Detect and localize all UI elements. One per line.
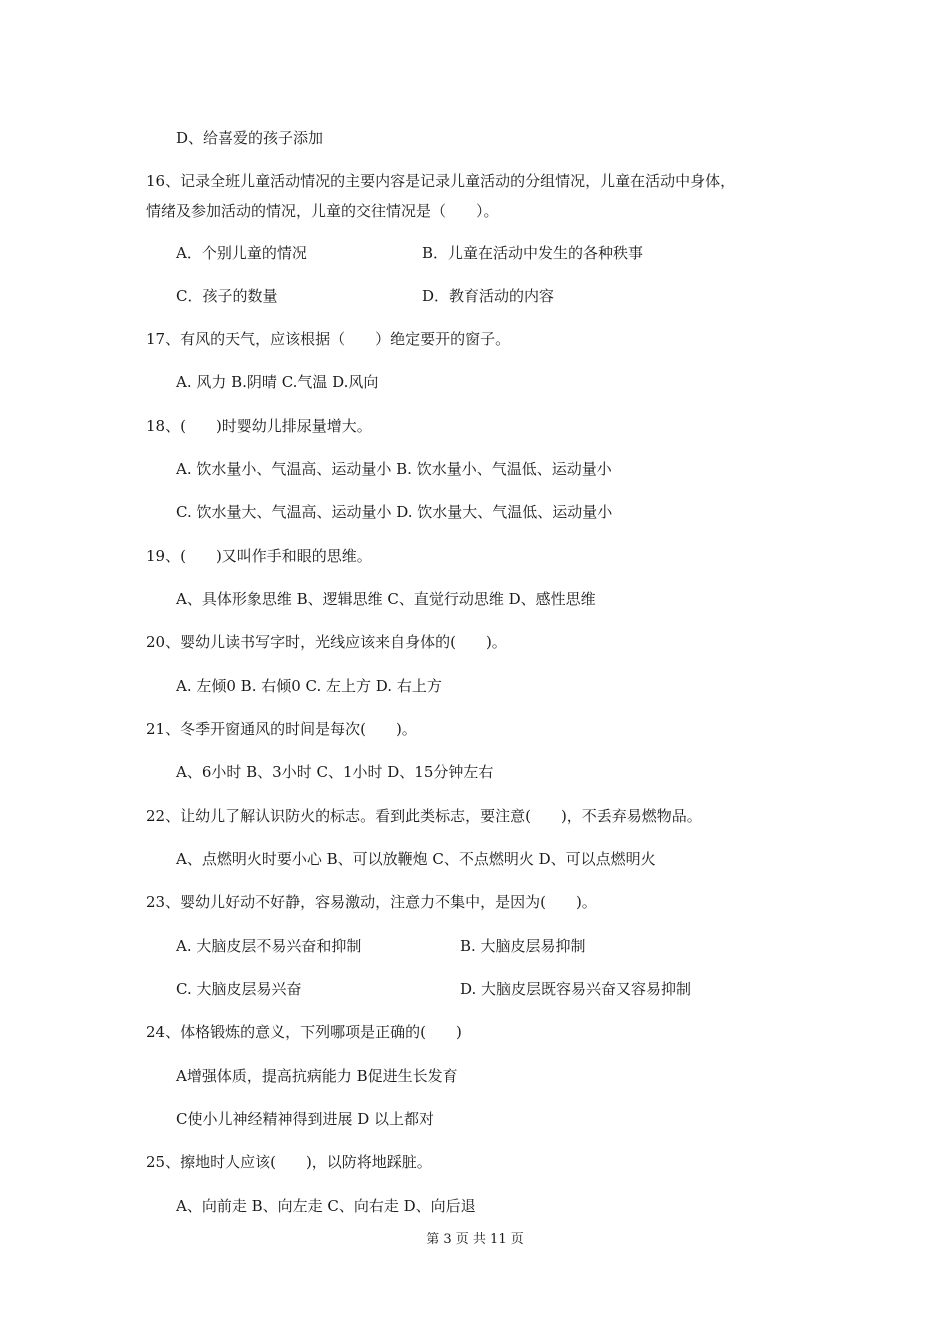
q16-option-c: C．孩子的数量 [176, 287, 278, 305]
q18-stem: 18、( )时婴幼儿排尿量增大。 [146, 417, 372, 435]
q16-option-d: D．教育活动的内容 [422, 287, 555, 305]
q22-options: A、点燃明火时要小心 B、可以放鞭炮 C、不点燃明火 D、可以点燃明火 [176, 850, 656, 868]
q15-option-d: D、给喜爱的孩子添加 [176, 129, 324, 147]
q23-option-d: D. 大脑皮层既容易兴奋又容易抑制 [460, 980, 692, 998]
q16-option-b: B．儿童在活动中发生的各种秩事 [422, 244, 644, 262]
q24-stem: 24、体格锻炼的意义，下列哪项是正确的( ) [146, 1023, 462, 1041]
q23-option-c: C. 大脑皮层易兴奋 [176, 980, 302, 998]
q23-stem: 23、婴幼儿好动不好静，容易激动，注意力不集中，是因为( )。 [146, 893, 597, 911]
q17-options: A. 风力 B.阴晴 C.气温 D.风向 [176, 373, 379, 391]
q17-stem: 17、有风的天气，应该根据（ ）绝定要开的窗子。 [146, 330, 511, 348]
q18-options-row2: C. 饮水量大、气温高、运动量小 D. 饮水量大、气温低、运动量小 [176, 503, 613, 521]
q21-stem: 21、冬季开窗通风的时间是每次( )。 [146, 720, 417, 738]
q20-options: A. 左倾0 B. 右倾0 C. 左上方 D. 右上方 [176, 677, 442, 695]
q18-options-row1: A. 饮水量小、气温高、运动量小 B. 饮水量小、气温低、运动量小 [176, 460, 612, 478]
q23-option-b: B. 大脑皮层易抑制 [460, 937, 586, 955]
q25-stem: 25、擦地时人应该( )，以防将地踩脏。 [146, 1153, 432, 1171]
q21-options: A、6小时 B、3小时 C、1小时 D、15分钟左右 [176, 763, 494, 781]
q16-stem-line2: 情绪及参加活动的情况，儿童的交往情况是（ ）。 [146, 202, 499, 220]
q20-stem: 20、婴幼儿读书写字时，光线应该来自身体的( )。 [146, 633, 507, 651]
q22-stem: 22、让幼儿了解认识防火的标志。看到此类标志，要注意( )，不丢弃易燃物品。 [146, 807, 702, 825]
q19-options: A、具体形象思维 B、逻辑思维 C、直觉行动思维 D、感性思维 [176, 590, 596, 608]
q16-stem-line1: 16、记录全班儿童活动情况的主要内容是记录儿童活动的分组情况，儿童在活动中身体， [146, 172, 736, 190]
q16-option-a: A．个别儿童的情况 [176, 244, 307, 262]
q25-options: A、向前走 B、向左走 C、向右走 D、向后退 [176, 1197, 476, 1215]
q23-option-a: A. 大脑皮层不易兴奋和抑制 [176, 937, 362, 955]
q19-stem: 19、( )又叫作手和眼的思维。 [146, 547, 372, 565]
q24-options-row2: C使小儿神经精神得到进展 D 以上都对 [176, 1110, 435, 1128]
q24-options-row1: A增强体质，提高抗病能力 B促进生长发育 [176, 1067, 458, 1085]
page-footer: 第 3 页 共 11 页 [426, 1232, 524, 1247]
